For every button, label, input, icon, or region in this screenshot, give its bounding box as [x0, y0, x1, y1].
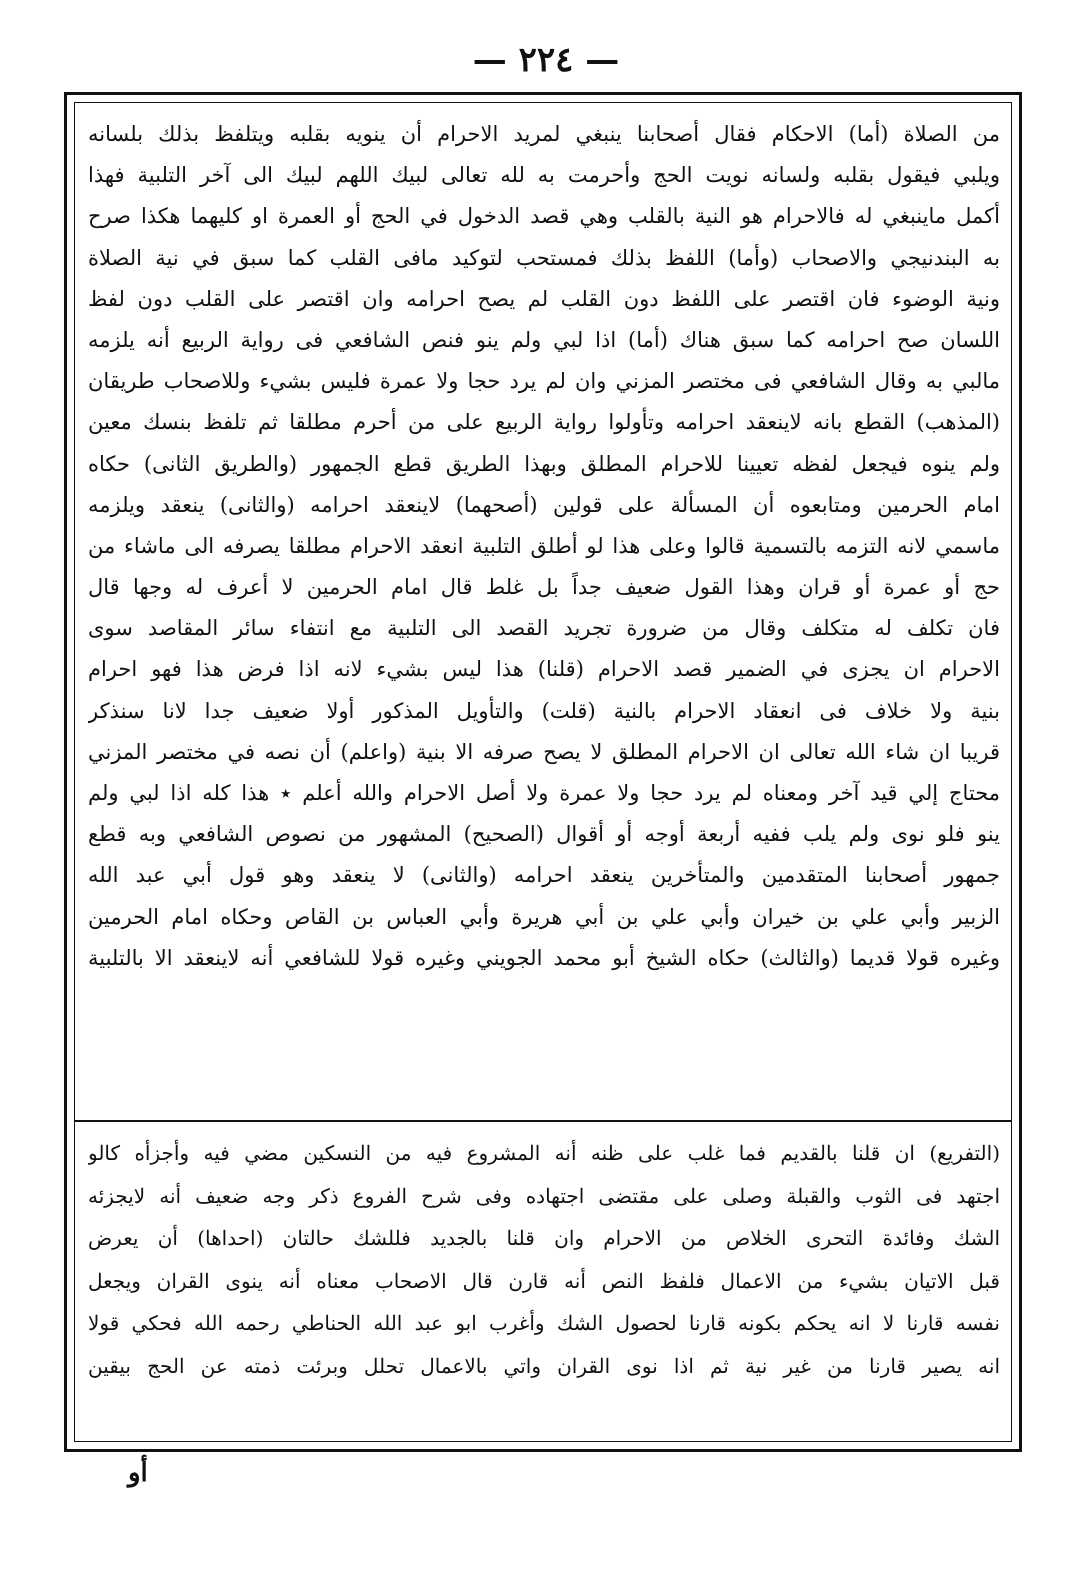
main-text-line: اللسان صح احرامه كما سبق هناك (أما) اذا لبي ولم ينو فنص الشافعي فى رواية الربيع أنه يلزمه: [88, 327, 1000, 352]
main-text-line: امام الحرمين ومتابعوه أن المسألة على قولين (أصحهما) لاينعقد احرامه (والثانى) ينعقد ويلزمه: [88, 492, 1000, 517]
main-text-line: محتاج إلي قيد آخر ومعناه لم يرد حجا ولا عمرة ولا أصل الاحرام والله أعلم ٭ هذا كله اذا لبي ولم: [88, 781, 1000, 805]
footnote-line: الشك وفائدة التحرى الخلاص من الاحرام وان قلنا بالجديد فللشك حالتان (احداها) أن يعرض: [88, 1226, 1000, 1250]
main-text-line: الزبير وأبي علي بن خيران وأبي علي بن أبي هريرة وأبي العباس بن القاص وحكاه امام الحرمين: [88, 904, 1000, 929]
main-text-line: به البندنيجي والاصحاب (وأما) اللفظ بذلك فمستحب لتوكيد مافى القلب كما سبق في نية الصلاة: [88, 245, 1000, 270]
footnote-line: انه يصير قارنا من غير نية ثم اذا نوى القران واتي بالاعمال تحلل وبرئت ذمته عن الحج بيقين: [88, 1353, 1000, 1378]
main-text-line: ويلبي فيقول بقلبه ولسانه نويت الحج وأحرمت به لله تعالى لبيك اللهم لبيك الى آخر التلبية فهذا: [88, 163, 1000, 188]
footnote-line: نفسه قارنا لا انه يحكم بكونه قارنا لحصول الشك وأغرب ابو عبد الله الحناطي رحمه الله فحكي قولا: [88, 1311, 1000, 1335]
catchword: أو: [128, 1458, 148, 1488]
main-text-line: قريبا ان شاء الله تعالى ان الاحرام المطلق لا يصح صرفه الا بنية (واعلم) أن نصه في مختصر المزني: [88, 739, 1000, 764]
main-text-line: وغيره قولا قديما (والثالث) حكاه الشيخ أبو محمد الجويني وغيره قولا للشافعي أنه لاينعقد الا بالتلبية: [88, 945, 1000, 970]
main-text-line: أكمل ماينبغي له فالاحرام هو النية بالقلب وهي قصد الدخول في الحج أو العمرة او كليهما هكذا صرح: [88, 204, 1000, 229]
main-text-line: من الصلاة (أما) الاحكام فقال أصحابنا ينبغي لمريد الاحرام أن ينويه بقلبه ويتلفظ بذلك بلسانه: [88, 122, 1000, 146]
main-text-line: مالبي به وقال الشافعي فى مختصر المزني وان لم يرد حجا ولا عمرة فليس بشيء وللاصحاب طريقان: [88, 369, 1000, 394]
footnote-line: قبل الاتيان بشيء من الاعمال فلفظ النص أنه قارن قال الاصحاب معناه أنه ينوى القران ويجعل: [88, 1268, 1000, 1293]
main-text-line: الاحرام ان يجزى في الضمير قصد الاحرام (قلنا) هذا ليس بشيء لانه اذا فرض هذا فهو احرام: [88, 657, 1000, 682]
footnote-line: (التفريع) ان قلنا بالقديم فما غلب على ظنه أنه المشروع فيه من النسكين مضي فيه وأجزأه كالو: [88, 1141, 1000, 1165]
main-text-line: بنية ولا خلاف فى انعقاد الاحرام بالنية (قلت) والتأويل المذكور أولا ضعيف جدا لانا سنذكر: [88, 698, 1000, 723]
main-text-line: حج أو عمرة أو قران وهذا القول ضعيف جداً بل غلط قال امام الحرمين لا أعرف له وجها قال: [88, 575, 1000, 600]
page-number: — ٢٢٤ —: [472, 40, 620, 80]
main-text-line: جمهور أصحابنا المتقدمين والمتأخرين ينعقد احرامه (والثانى) لا ينعقد وهو قول أبي عبد الله: [88, 863, 1000, 888]
main-text-line: ماسمي لانه التزمه بالتسمية قالوا وعلى هذا لو أطلق التلبية انعقد الاحرام مطلقا يصرفه الى ماشاء من: [88, 533, 1000, 558]
main-text-line: (المذهب) القطع بانه لاينعقد احرامه وتأولوا رواية الربيع على من أحرم مطلقا ثم تلفظ بنسك معين: [88, 410, 1000, 435]
footnote-line: اجتهد فى الثوب والقبلة وصلى على مقتضى اجتهاده وفى شرح الفروع ذكر وجه ضعيف أنه لايجزئه: [88, 1183, 1000, 1208]
main-text-line: ينو فلو نوى ولم يلب ففيه أربعة أوجه أو أقوال (الصحيح) المشهور من نصوص الشافعي وبه قطع: [88, 822, 1000, 847]
main-text-line: ولم ينوه فيجعل لفظه تعيينا للاحرام المطلق وبهذا الطريق قطع الجمهور (والطريق الثانى) حكاه: [88, 451, 1000, 476]
footnote-block: [88, 1132, 1000, 1387]
main-text-line: فان تكلف له متكلف وقال من ضرورة تجريد القصد الى التلبية مع انتفاء سائر المقاصد سوى: [88, 616, 1000, 641]
footnote-divider: [74, 1120, 1012, 1122]
main-text-block: [88, 114, 1000, 979]
main-text-line: ونية الوضوء فان اقتصر على اللفظ دون القلب لم يصح احرامه وان اقتصر على القلب دون لفظ: [88, 286, 1000, 311]
